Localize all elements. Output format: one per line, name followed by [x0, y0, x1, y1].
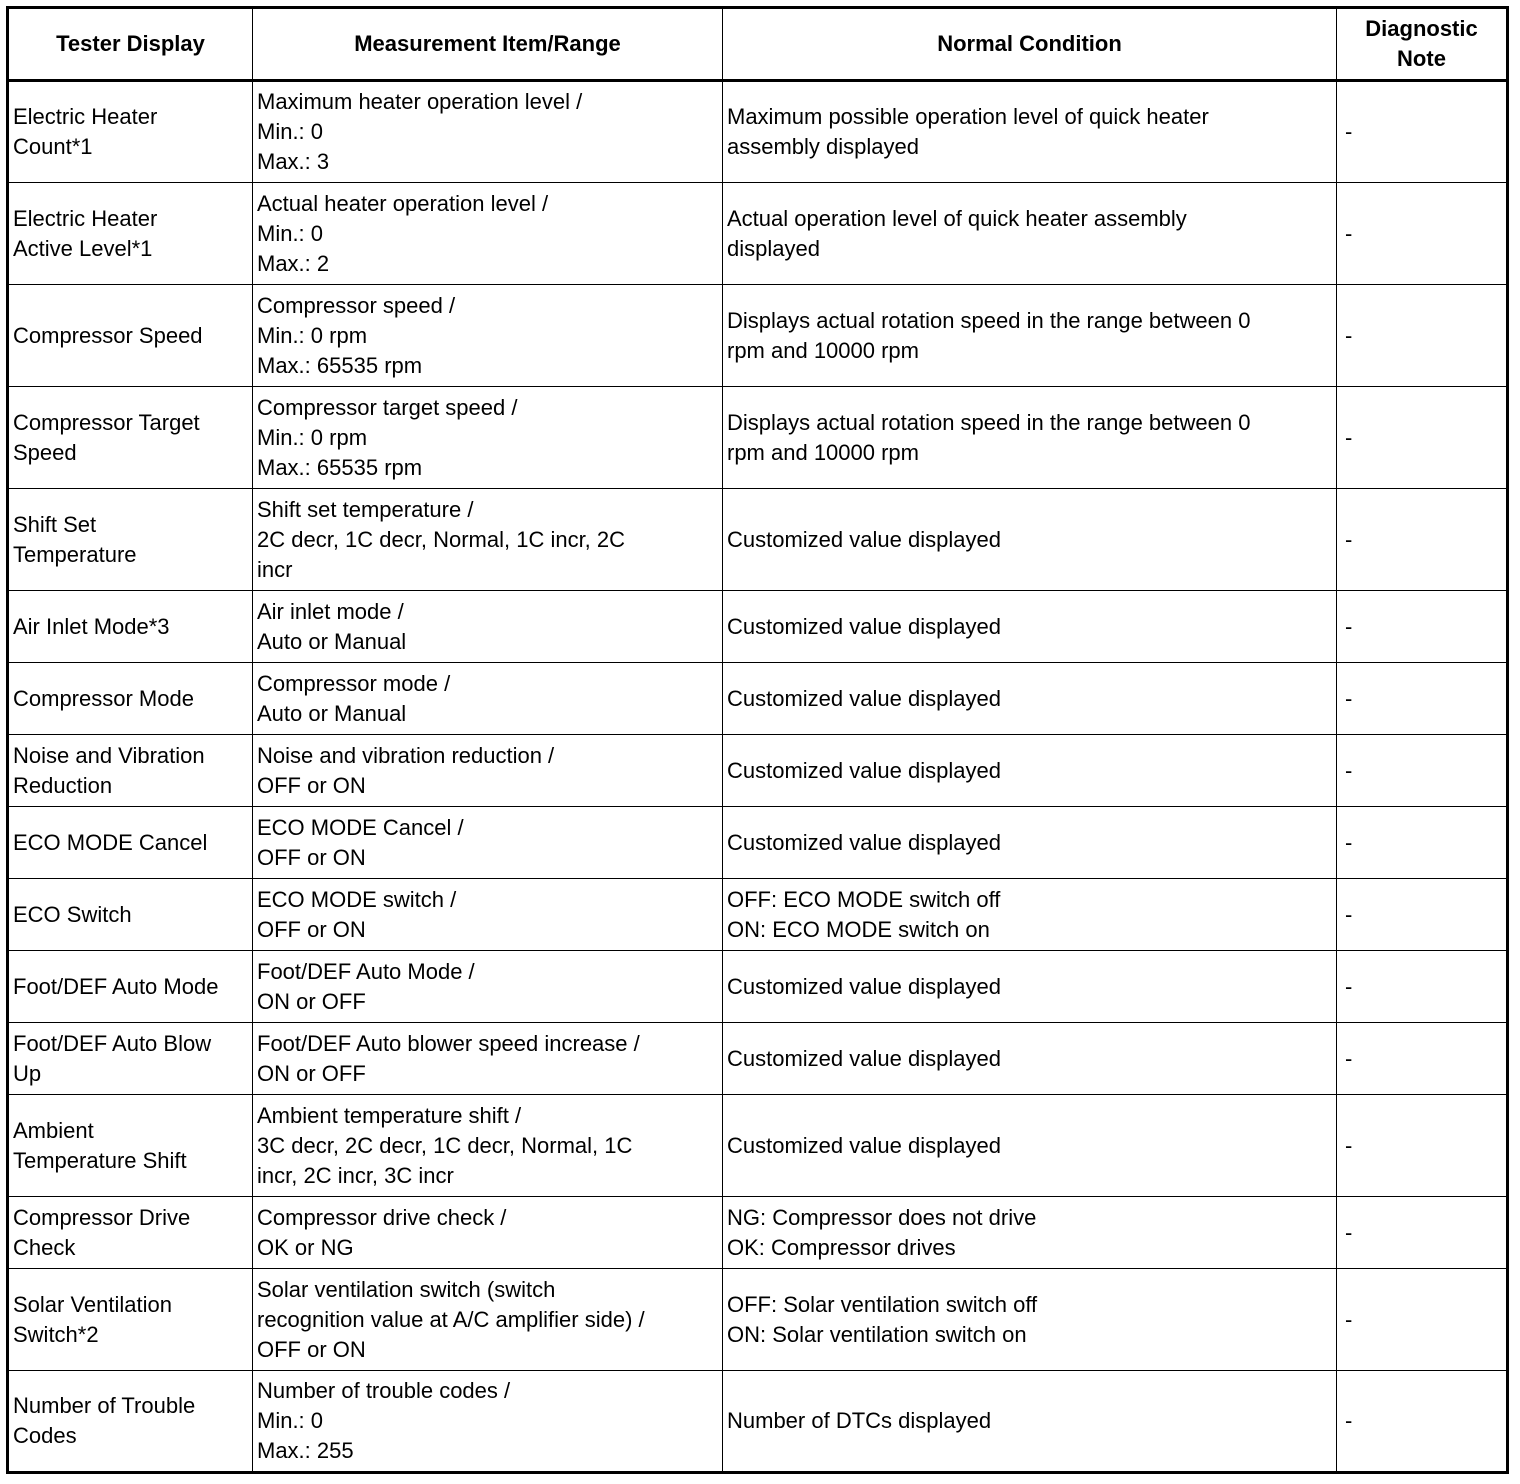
tester-display-cell: Noise and Vibration Reduction: [8, 735, 253, 807]
diagnostic-note-cell: -: [1337, 1023, 1508, 1095]
diagnostic-note-cell: -: [1337, 183, 1508, 285]
normal-condition-cell: Actual operation level of quick heater assembly displayed: [723, 183, 1337, 285]
diagnostic-note-cell: -: [1337, 1197, 1508, 1269]
diagnostic-note-cell: -: [1337, 879, 1508, 951]
table-row: [8, 807, 1508, 879]
table-row: [8, 1095, 1508, 1197]
diagnostic-note-cell: -: [1337, 951, 1508, 1023]
tester-display-cell: Shift Set Temperature: [8, 489, 253, 591]
table-row: [8, 735, 1508, 807]
measurement-cell: Foot/DEF Auto Mode / ON or OFF: [253, 951, 723, 1023]
table-row: [8, 489, 1508, 591]
tester-display-cell: Electric Heater Active Level*1: [8, 183, 253, 285]
tester-display-cell: Air Inlet Mode*3: [8, 591, 253, 663]
normal-condition-cell: Customized value displayed: [723, 489, 1337, 591]
normal-condition-cell: Customized value displayed: [723, 1095, 1337, 1197]
diagnostic-note-cell: -: [1337, 81, 1508, 183]
header-measurement-item: Measurement Item/Range: [253, 8, 723, 81]
normal-condition-cell: Customized value displayed: [723, 807, 1337, 879]
normal-condition-cell: Customized value displayed: [723, 1023, 1337, 1095]
tester-display-cell: Ambient Temperature Shift: [8, 1095, 253, 1197]
tester-display-cell: Electric Heater Count*1: [8, 81, 253, 183]
table-row: [8, 1371, 1508, 1473]
measurement-cell: Ambient temperature shift / 3C decr, 2C decr, 1C decr, Normal, 1C incr, 2C incr, 3C incr: [253, 1095, 723, 1197]
tester-display-cell: Compressor Speed: [8, 285, 253, 387]
measurement-cell: Compressor drive check / OK or NG: [253, 1197, 723, 1269]
header-diagnostic-note: Diagnostic Note: [1337, 8, 1508, 81]
measurement-cell: Compressor speed / Min.: 0 rpm Max.: 65535 rpm: [253, 285, 723, 387]
normal-condition-cell: OFF: ECO MODE switch off ON: ECO MODE switch on: [723, 879, 1337, 951]
measurement-cell: ECO MODE switch / OFF or ON: [253, 879, 723, 951]
diagnostic-note-cell: -: [1337, 285, 1508, 387]
diagnostic-note-cell: -: [1337, 591, 1508, 663]
table-row: [8, 1197, 1508, 1269]
diagnostic-note-cell: -: [1337, 1269, 1508, 1371]
table-row: [8, 387, 1508, 489]
data-list-table: [6, 6, 1509, 1474]
measurement-cell: Solar ventilation switch (switch recognition value at A/C amplifier side) / OFF or ON: [253, 1269, 723, 1371]
normal-condition-cell: Maximum possible operation level of quick heater assembly displayed: [723, 81, 1337, 183]
measurement-cell: Maximum heater operation level / Min.: 0 Max.: 3: [253, 81, 723, 183]
measurement-cell: Foot/DEF Auto blower speed increase / ON or OFF: [253, 1023, 723, 1095]
tester-display-cell: Compressor Mode: [8, 663, 253, 735]
tester-display-cell: Number of Trouble Codes: [8, 1371, 253, 1473]
measurement-cell: Noise and vibration reduction / OFF or ON: [253, 735, 723, 807]
table-row: [8, 1023, 1508, 1095]
header-tester-display: Tester Display: [8, 8, 253, 81]
tester-display-cell: Compressor Target Speed: [8, 387, 253, 489]
normal-condition-cell: OFF: Solar ventilation switch off ON: Solar ventilation switch on: [723, 1269, 1337, 1371]
diagnostic-note-cell: -: [1337, 387, 1508, 489]
normal-condition-cell: NG: Compressor does not drive OK: Compressor drives: [723, 1197, 1337, 1269]
diagnostic-note-cell: -: [1337, 489, 1508, 591]
normal-condition-cell: Customized value displayed: [723, 735, 1337, 807]
normal-condition-cell: Customized value displayed: [723, 663, 1337, 735]
header-row: [8, 8, 1508, 81]
table-row: [8, 81, 1508, 183]
diagnostic-note-cell: -: [1337, 735, 1508, 807]
measurement-cell: Number of trouble codes / Min.: 0 Max.: 255: [253, 1371, 723, 1473]
diagnostic-note-cell: -: [1337, 1095, 1508, 1197]
normal-condition-cell: Displays actual rotation speed in the range between 0 rpm and 10000 rpm: [723, 387, 1337, 489]
tester-display-cell: Compressor Drive Check: [8, 1197, 253, 1269]
tester-display-cell: Foot/DEF Auto Mode: [8, 951, 253, 1023]
normal-condition-cell: Customized value displayed: [723, 591, 1337, 663]
table-row: [8, 663, 1508, 735]
table-body: [8, 81, 1508, 1473]
table-row: [8, 879, 1508, 951]
measurement-cell: Air inlet mode / Auto or Manual: [253, 591, 723, 663]
header-normal-condition: Normal Condition: [723, 8, 1337, 81]
table-row: [8, 285, 1508, 387]
table-row: [8, 591, 1508, 663]
diagnostic-note-cell: -: [1337, 1371, 1508, 1473]
measurement-cell: ECO MODE Cancel / OFF or ON: [253, 807, 723, 879]
measurement-cell: Actual heater operation level / Min.: 0 Max.: 2: [253, 183, 723, 285]
measurement-cell: Shift set temperature / 2C decr, 1C decr, Normal, 1C incr, 2C incr: [253, 489, 723, 591]
table-row: [8, 951, 1508, 1023]
diagnostic-note-cell: -: [1337, 807, 1508, 879]
diagnostic-note-cell: -: [1337, 663, 1508, 735]
tester-display-cell: ECO Switch: [8, 879, 253, 951]
tester-display-cell: Foot/DEF Auto Blow Up: [8, 1023, 253, 1095]
normal-condition-cell: Displays actual rotation speed in the range between 0 rpm and 10000 rpm: [723, 285, 1337, 387]
table-row: [8, 1269, 1508, 1371]
tester-display-cell: ECO MODE Cancel: [8, 807, 253, 879]
data-list-sheet: [6, 6, 1506, 1474]
normal-condition-cell: Customized value displayed: [723, 951, 1337, 1023]
measurement-cell: Compressor mode / Auto or Manual: [253, 663, 723, 735]
tester-display-cell: Solar Ventilation Switch*2: [8, 1269, 253, 1371]
measurement-cell: Compressor target speed / Min.: 0 rpm Max.: 65535 rpm: [253, 387, 723, 489]
table-row: [8, 183, 1508, 285]
normal-condition-cell: Number of DTCs displayed: [723, 1371, 1337, 1473]
